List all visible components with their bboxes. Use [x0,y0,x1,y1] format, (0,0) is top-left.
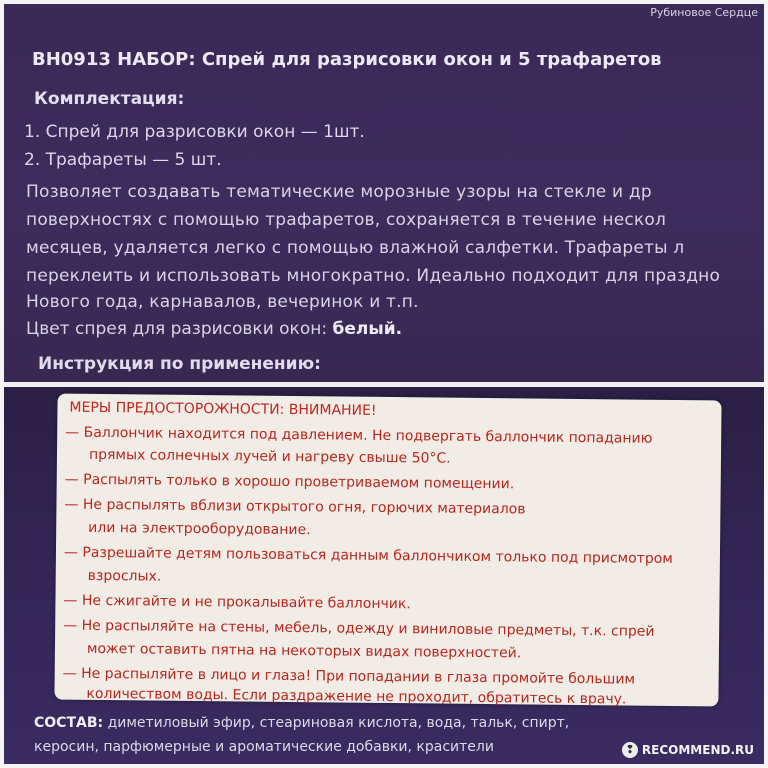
kit-item: 2. Трафареты — 5 шт. [24,150,222,170]
description-line: месяцев, удаляется легко с помощью влажной салфетки. Трафареты л [26,238,685,258]
kit-item: 1. Спрей для разрисовки окон — 1шт. [24,122,365,142]
package-top-panel [4,4,764,382]
warning-line: — Не сжигайте и не прокалывайте баллончик. [63,592,411,613]
description-line: поверхностях с помощью трафаретов, сохраняется в течение нескол [26,210,667,230]
spray-color-label: Цвет спрея для разрисовки окон: [26,319,328,339]
warning-line: прямых солнечных лучей и нагреву свыше 50°С. [88,446,451,467]
recommend-watermark [622,742,754,758]
warning-title: МЕРЫ ПРЕДОСТОРОЖНОСТИ: ВНИМАНИЕ! [69,399,377,419]
product-title: BH0913 НАБОР: Спрей для разрисовки окон и 5 трафаретов [32,49,662,70]
warning-line: количеством воды. Если раздражение не проходит, обратитесь к врачу. [86,685,627,708]
instructions-heading: Инструкция по применению: [38,354,321,374]
warning-line: — Распылять только в хорошо проветриваемом помещении. [64,471,515,493]
spray-color-value: белый. [332,319,403,339]
composition-line-2: керосин, парфюмерные и ароматические добавки, красители [34,739,494,755]
kit-heading: Комплектация: [34,89,185,109]
warning-line: — Не распыляйте на стены, мебель, одежду и виниловые предметы, т.к. спрей [63,617,655,640]
description-line: Нового года, карнавалов, вечеринок и т.п. [26,292,419,312]
warning-line: — Разрешайте детям пользоваться данным баллончиком только под присмотром [63,544,673,567]
composition-line [34,715,569,731]
package-bottom-panel [4,387,764,768]
description-line: Позволяет создавать тематические морозные узоры на стекле и др [26,182,652,202]
composition-text: диметиловый эфир, стеариновая кислота, вода, тальк, спирт, [107,715,570,731]
recommend-logo-icon: ❢ [622,742,638,758]
warning-line: — Баллончик находится под давлением. Не подвергать баллончик попаданию [65,424,653,447]
warning-line: или на электрооборудование. [88,519,311,539]
author-watermark: Рубиновое Сердце [650,6,758,19]
spray-color-line [26,319,402,339]
warning-line: взрослых. [87,567,162,585]
warning-line: — Не распыляйте в лицо и глаза! При попадании в глаза промойте большим [62,665,636,688]
warning-line: — Не распылять вблизи открытого огня, горючих материалов [64,496,526,518]
warning-box [54,394,721,707]
warning-line: может оставить пятна на некоторых видах поверхностей. [86,640,522,662]
composition-label: СОСТАВ: [34,715,104,731]
recommend-watermark-text: RECOMMEND.RU [641,743,754,757]
description-line: переклеить и использовать многократно. Идеально подходит для праздно [26,266,721,286]
